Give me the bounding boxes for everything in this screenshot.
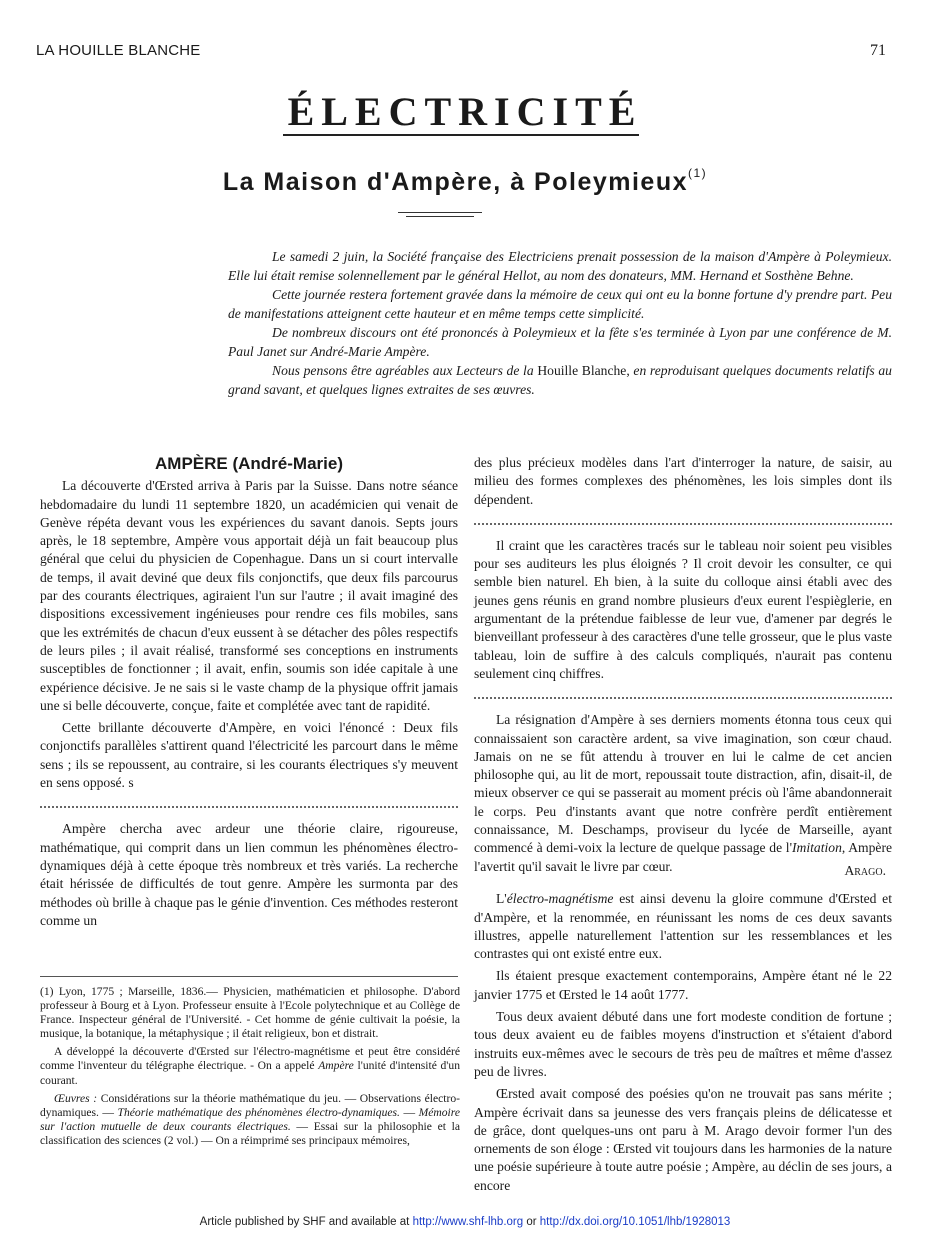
page-number: 71 [870, 42, 886, 59]
body-text: L' [496, 891, 507, 907]
footnotes [40, 985, 460, 1152]
body-text: La résignation d'Ampère à ses derniers moments étonna tous ceux qui connaissaient son caractère ardent, sa vive imagination, son cœur chaud. Jamais on ne se fût attendu à trouver en lui le calme de cet ancien philosophe qui, au lit de mort, repoussait toute distraction, afin, disait-il, de mieux observer ce qui se passerait au moment précis où l'âme abandonnerait le corps. Peu d'instants avant que notre confrère perdît entièrement connaissance, M. Deschamps, proviseur du lycée de Marseille, ayant commencé à demi-voix la lecture de quelque passage de l' [474, 712, 892, 856]
footnote-text: l'unité d'intensité d'un courant. [40, 1059, 460, 1087]
footnote-text: — [399, 1105, 419, 1119]
intro-text: Nous pensons être agréables aux Lecteurs de la [272, 363, 534, 378]
article-heading [40, 455, 458, 473]
left-column [40, 455, 458, 934]
body-paragraph: La découverte d'Œrsted arriva à Paris par la Suisse. Dans notre séance hebdomadaire du lundi 11 septembre 1820, un académicien qui venait de Genève répéta devant vous les expériences du savant danois. Septs jours après, le 18 septembre, Ampère vous apportait déjà un fait beaucoup plus général que celui du physicien de Copenhague. Dans un si court intervalle de temps, il avait deviné que deux fils conjonctifs, que deux fils parcourus par des courants électriques, agiraient l'un sur l'autre ; il avait imaginé des dispositions excessivement ingénieuses pour rendre ces fils mobiles, sans que les extrémités de chacun d'eux eussent à se détacher des pôles respectifs de leurs piles ; il avait réalisé, transformé ses conceptions en instruments susceptibles de fonctionner ; il avait, enfin, soumis son idée capitale à une expérience décisive. Je ne sais si le vaste champ de la physique offrit jamais une si belle découverte, conçue, faite et complétée avec tant de rapidité. [40, 478, 458, 713]
signature: Arago. [844, 862, 886, 878]
ornament-rule [398, 212, 482, 213]
intro-paragraph: Cette journée restera fortement gravée dans la mémoire de ceux qui ont eu la bonne fortune d'y prendre part. Peu de manifestations atteignent cette hauteur et en même temps cette simplicité. [228, 287, 892, 321]
article-title-text: La Maison d'Ampère, à Poleymieux [222, 168, 688, 196]
right-column [474, 454, 892, 1199]
intro-paragraph: De nombreux discours ont été prononcés à Poleymieux et la fête s'es terminée à Lyon par une conférence de M. Paul Janet sur André-Marie Ampère. [228, 325, 892, 359]
heading-name: AMPÈRE [155, 454, 228, 473]
footnote-italic: Ampère [318, 1059, 354, 1073]
body-paragraph: Œrsted avait composé des poésies qu'on ne trouvait pas sans mérite ; Ampère écrivait dans sa jeunesse des vers français pleins de délicatesse et de grâce, dont quelques-uns ont paru à M. Arago devoir former l'un des ornements de son éloge : Œrsted vit toujours dans les harmonies de la nature une poésie supérieure à toute autre poésie ; Ampère, au déclin de ses jours, a encore [474, 1086, 892, 1193]
footnote-italic: Théorie mathématique des phénomènes électro-dynamiques. [117, 1105, 400, 1119]
body-italic: Imitation [792, 840, 842, 856]
footer [0, 1216, 930, 1228]
body-paragraph: des plus précieux modèles dans l'art d'interroger la nature, de saisir, au milieu des formes complexes des phénomènes, les lois simples dont ils dépendent. [474, 455, 892, 507]
footer-or: or [526, 1216, 537, 1228]
body-paragraph: Cette brillante découverte d'Ampère, en voici l'énoncé : Deux fils conjonctifs parallèles s'attirent quand l'électricité les parcourt dans le même sens ; ils se repoussent, au contraire, si les courants électriques s'y meuvent en sens opposé. s [40, 720, 458, 791]
body-italic: électro-magnétisme [506, 891, 614, 907]
footnote-rule [40, 976, 458, 977]
intro-text: en reproduisant quelques documents relatifs au grand savant, et quelques lignes extraites de ses œuvres. [228, 363, 892, 397]
article-title [0, 168, 930, 197]
footnote-italic: Mémoire sur l'action mutuelle de deux courants électriques. [40, 1105, 460, 1133]
shf-link[interactable]: http://www.shf-lhb.org [412, 1216, 524, 1228]
intro-paragraph-last [228, 362, 892, 399]
heading-paren: (André-Marie) [232, 454, 343, 473]
footnote: (1) Lyon, 1775 ; Marseille, 1836.— Physicien, mathématicien et philosophe. D'abord professeur à Bourg et à Lyon. Professeur ensuite à l'Ecole polytechnique et au Collège de France. Inspecteur général de l'Université. - Cet homme de génie cultivait la poésie, la musique, la botanique, la métaphysique ; il était religieux, bon et distrait. [40, 985, 460, 1041]
doi-link[interactable]: http://dx.doi.org/10.1051/lhb/1928013 [539, 1216, 731, 1228]
body-paragraph [474, 711, 892, 876]
footnote [40, 1092, 460, 1148]
body-text: est ainsi devenu la gloire commune d'Œrsted et d'Ampère, et la renommée, en réunissant les noms de ces deux savants illustres, appelle naturellement l'attention sur les ressemblances et les contrastes qui ont existé entre eux. [474, 891, 892, 962]
body-paragraph [474, 890, 892, 963]
body-paragraph: Il craint que les caractères tracés sur le tableau noir soient peu visibles pour ses auditeurs les plus éloignés ? Il croit devoir les consulter, ce qui semble bien naturel. Eh bien, à la suite du colloque ainsi établi avec des jeunes gens réunis en grand nombre plusieurs d'eux eurent l'espièglerie, en argumentant de la prétendue faiblesse de leur vue, d'amener par degrés le bienveillant professeur à des caractères d'une telle grosseur, que le plus vaste tableau, loin de suffire à des calculs compliqués, n'aurait pas contenu seulement cinq chiffres. [474, 537, 892, 681]
intro-block [228, 248, 892, 400]
running-head: LA HOUILLE BLANCHE [36, 42, 201, 59]
section-title: ÉLECTRICITÉ [287, 89, 643, 134]
journal-name: Houille Blanche, [537, 363, 630, 378]
footnote-text: A développé la découverte d'Œrsted sur l'électro-magnétisme et peut être considéré comme l'inventeur du télégraphe électrique. - On a appelé [40, 1045, 460, 1073]
title-rule [283, 134, 639, 136]
footer-text: Article published by SHF and available at [199, 1216, 410, 1228]
body-text: , Ampère l'avertit qu'il savait le livre par cœur. [474, 840, 892, 874]
body-paragraph: Ils étaient presque exactement contemporains, Ampère étant né le 22 janvier 1775 et Œrsted le 14 août 1777. [474, 968, 892, 1002]
footnote-text: — Essai sur la philosophie et la classification des sciences (2 vol.) — On a réimprimé ses principaux mémoires, [40, 1119, 460, 1147]
body-paragraph: Ampère chercha avec ardeur une théorie claire, rigoureuse, mathématique, qui comprit dans un lien commun les phénomènes électro-dynamiques déjà à cette époque très nombreux et très variés. La recherche était hérissée de difficultés de tout genre. Ampère les surmonta par des méthodes où brille à chaque pas le génie d'invention. Ces méthodes resteront comme un [40, 821, 458, 928]
ornament-rule-2 [406, 216, 474, 217]
footnote [40, 1045, 460, 1087]
dotted-separator [40, 796, 458, 808]
dotted-separator [474, 687, 892, 699]
body-paragraph: Tous deux avaient débuté dans une fort modeste condition de fortune ; tous deux avaient eu de faibles moyens d'instruction et s'étaient d'abord instruits eux-mêmes avec le secours de très peu de maîtres et même d'assez peu de livres. [474, 1009, 892, 1079]
intro-paragraph: Le samedi 2 juin, la Société française des Electriciens prenait possession de la maison d'Ampère à Poleymieux. Elle lui était remise solennellement par le général Hellot, au nom des donateurs, MM. Hernand et Sosthène Behne. [228, 249, 892, 283]
footnote-label: Œuvres : [54, 1091, 98, 1105]
dotted-separator [474, 513, 892, 525]
footnote-mark: (1) [688, 166, 708, 180]
footnote-text: Considérations sur la théorie mathématique du jeu. — Observations électro-dynamiques. — [40, 1091, 460, 1119]
